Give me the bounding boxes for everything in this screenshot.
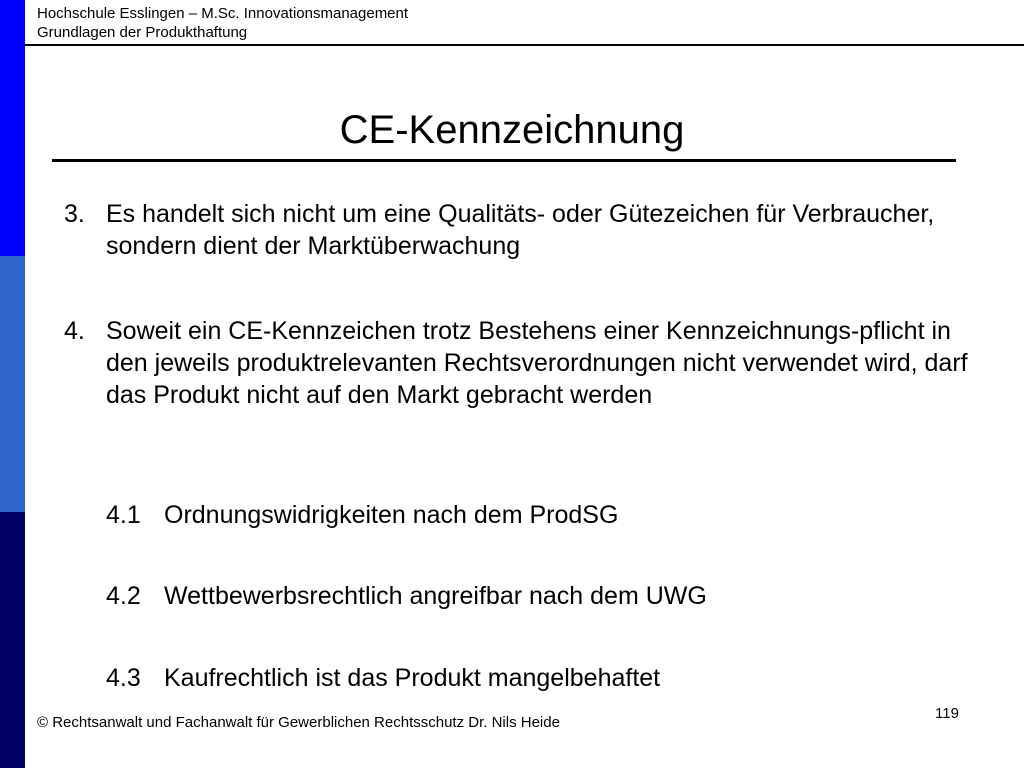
sub-list-item-number: 4.2 [106, 582, 141, 610]
sub-list-item-number: 4.3 [106, 664, 141, 692]
header-course: Grundlagen der Produkthaftung [37, 24, 248, 41]
sub-list-item [106, 580, 966, 612]
footer-copyright: © Rechtsanwalt und Fachanwalt für Gewerblichen Rechtsschutz Dr. Nils Heide [37, 714, 560, 731]
page-number: 119 [935, 705, 959, 722]
sub-list-item [106, 662, 966, 694]
accent-bar-middle [0, 256, 25, 512]
header-institution: Hochschule Esslingen – M.Sc. Innovationsmanagement [37, 5, 409, 22]
sub-list-item-number: 4.1 [106, 501, 141, 529]
list-item-number: 3. [64, 200, 85, 228]
list-item-text: Soweit ein CE-Kennzeichen trotz Bestehens einer Kennzeichnungs-pflicht in den jeweils produktrelevanten Rechtsverordnungen nicht verwendet wird, darf das Produkt nicht auf den Markt gebracht werden [106, 317, 968, 409]
slide-header [37, 4, 408, 42]
list-item-text: Es handelt sich nicht um eine Qualitäts- oder Gütezeichen für Verbraucher, sondern dient der Marktüberwachung [106, 200, 935, 260]
sub-list-item-text: Kaufrechtlich ist das Produkt mangelbehaftet [164, 664, 661, 692]
sub-list-item-text: Ordnungswidrigkeiten nach dem ProdSG [164, 501, 619, 529]
list-item [64, 198, 964, 262]
sub-list-item-text: Wettbewerbsrechtlich angreifbar nach dem UWG [164, 582, 707, 610]
list-item [64, 315, 974, 411]
header-divider [25, 44, 1024, 46]
list-item-number: 4. [64, 317, 85, 345]
slide-title: CE-Kennzeichnung [339, 108, 685, 152]
accent-bar-bottom [0, 512, 25, 768]
sub-list-item [106, 499, 966, 531]
title-underline [52, 159, 956, 162]
